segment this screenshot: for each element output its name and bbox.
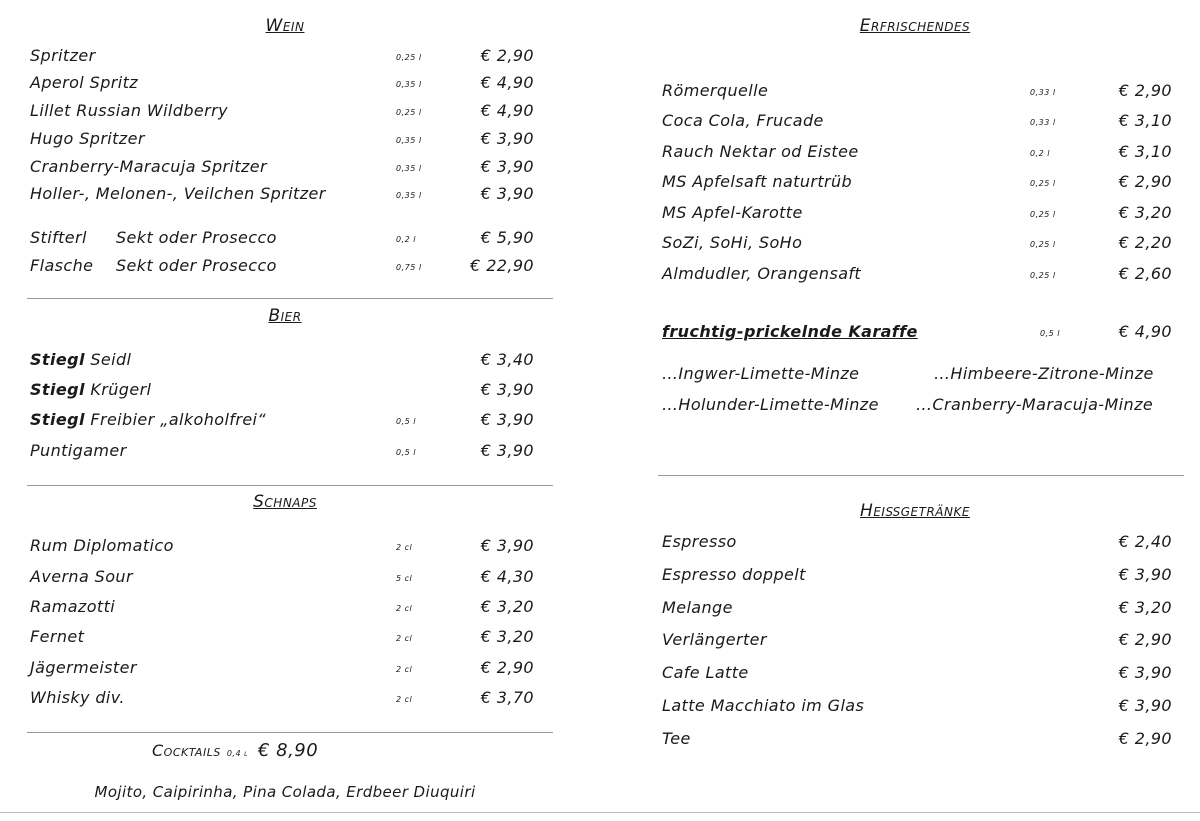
item-quantity: 0,5 l [396,417,416,426]
item-quantity: 0,35 l [396,164,422,173]
item-name: Rum Diplomatico [30,536,174,555]
menu-item [630,696,1200,720]
menu-item [630,233,1200,257]
item-price: € 3,20 [1118,598,1172,617]
item-name: Ramazotti [30,597,116,616]
item-quantity: 0,25 l [1030,179,1056,188]
karaffe-flavor: …Himbeere-Zitrone-Minze [934,364,1154,383]
item-price: € 3,40 [480,350,534,369]
menu-item [630,111,1200,135]
item-name: Puntigamer [30,441,127,460]
item-name: SoZi, SoHi, SoHo [662,233,803,252]
item-description: Seidl [90,350,132,369]
item-price: € 3,20 [1118,203,1172,222]
item-price: € 2,90 [480,658,534,677]
item-name: Verlängerter [662,630,767,649]
item-price: € 3,10 [1118,111,1172,130]
item-quantity: 0,25 l [1030,210,1056,219]
item-name: Almdudler, Orangensaft [662,264,862,283]
karaffe-item [630,322,1200,346]
cocktails-price: € 8,90 [257,740,319,761]
item-quantity: 0,25 l [1030,271,1056,280]
item-name: Cranberry-Maracuja Spritzer [30,157,268,176]
menu-item [0,658,570,682]
item-name [30,380,151,399]
section-title-erfrischendes: Erfrischendes [859,16,971,36]
item-description: Freibier „alkoholfrei“ [90,410,267,429]
item-price: € 3,90 [480,380,534,399]
karaffe-flavor: …Ingwer-Limette-Minze [662,364,860,383]
section-title-bier: Bier [268,306,302,326]
menu-item [0,380,570,404]
menu-item [630,663,1200,687]
item-name: Espresso [662,532,737,551]
karaffe-flavor: …Cranberry-Maracuja-Minze [916,395,1154,414]
item-name: Espresso doppelt [662,565,806,584]
item-name: Coca Cola, Frucade [662,111,824,130]
item-description: Sekt oder Prosecco [116,256,277,275]
cocktails-header [152,740,318,761]
item-price: € 3,90 [480,184,534,203]
menu-item [630,630,1200,654]
menu-item [0,350,570,374]
item-quantity: 0,35 l [396,191,422,200]
item-quantity: 0,25 l [396,53,422,62]
menu-item [0,101,570,125]
item-price: € 3,90 [480,441,534,460]
item-description: Krügerl [90,380,152,399]
menu-item [0,256,570,280]
item-name: Hugo Spritzer [30,129,145,148]
item-price: € 3,90 [480,536,534,555]
item-name: MS Apfel-Karotte [662,203,803,222]
menu-item [0,129,570,153]
divider [27,485,553,486]
item-brand: Stiegl [30,380,85,399]
karaffe-flavor: …Holunder-Limette-Minze [662,395,879,414]
section-title-schnaps: Schnaps [253,492,317,512]
item-name: Tee [662,729,691,748]
item-price: € 5,90 [480,228,534,247]
menu-item [0,46,570,70]
item-price: € 2,90 [480,46,534,65]
item-price: € 4,90 [1118,322,1172,341]
item-quantity: 2 cl [396,634,413,643]
item-name: Spritzer [30,46,96,65]
bottom-divider [0,812,1200,813]
menu-item [0,441,570,465]
item-price: € 2,90 [1118,729,1172,748]
item-quantity: 0,35 l [396,80,422,89]
item-name: fruchtig-prickelnde Karaffe [662,322,918,341]
item-name: Latte Macchiato im Glas [662,696,865,715]
menu-item [630,142,1200,166]
item-description: Sekt oder Prosecco [116,228,277,247]
item-price: € 2,60 [1118,264,1172,283]
item-name: Averna Sour [30,567,133,586]
item-price: € 4,90 [480,101,534,120]
item-name: Lillet Russian Wildberry [30,101,228,120]
divider [27,298,553,299]
item-label: Stifterl [30,228,87,247]
menu-item [630,81,1200,105]
item-name: Aperol Spritz [30,73,139,92]
item-name: MS Apfelsaft naturtrüb [662,172,853,191]
menu-item [630,203,1200,227]
item-price: € 3,90 [480,157,534,176]
menu-item [0,597,570,621]
item-quantity: 0,2 l [1030,149,1050,158]
menu-item [630,264,1200,288]
item-quantity: 0,5 l [1040,329,1060,338]
menu-item [0,410,570,434]
item-name [30,350,131,369]
item-price: € 2,90 [1118,81,1172,100]
item-quantity: 0,35 l [396,136,422,145]
item-price: € 3,20 [480,597,534,616]
menu-item [630,729,1200,753]
item-price: € 3,90 [1118,696,1172,715]
item-quantity: 2 cl [396,543,413,552]
item-price: € 3,90 [480,410,534,429]
section-title-heissgetraenke: Heißgetränke [860,501,970,521]
menu-item [630,172,1200,196]
cocktails-list: Mojito, Caipirinha, Pina Colada, Erdbeer Diuquiri [94,783,476,801]
item-name: Fernet [30,627,85,646]
item-price: € 3,10 [1118,142,1172,161]
item-quantity: 0,5 l [396,448,416,457]
item-price: € 3,90 [1118,663,1172,682]
menu-item [0,567,570,591]
item-name [30,256,277,275]
menu-item [0,73,570,97]
item-name: Whisky div. [30,688,125,707]
item-label: Flasche [30,256,94,275]
item-quantity: 2 cl [396,604,413,613]
item-price: € 3,90 [1118,565,1172,584]
section-title-cocktails: Cocktails [152,741,221,760]
item-price: € 3,70 [480,688,534,707]
menu-item [630,598,1200,622]
item-brand: Stiegl [30,350,85,369]
item-quantity: 2 cl [396,665,413,674]
item-price: € 3,90 [480,129,534,148]
menu-item [0,627,570,651]
item-quantity: 0,25 l [396,108,422,117]
cocktails-quantity: 0,4 l [226,749,248,758]
item-brand: Stiegl [30,410,85,429]
item-quantity: 0,33 l [1030,118,1056,127]
menu-item [630,565,1200,589]
item-price: € 4,30 [480,567,534,586]
item-price: € 2,90 [1118,172,1172,191]
item-price: € 3,20 [480,627,534,646]
item-quantity: 0,25 l [1030,240,1056,249]
menu-item [0,688,570,712]
menu-item [0,184,570,208]
item-quantity: 2 cl [396,695,413,704]
item-name: Melange [662,598,733,617]
item-name: Römerquelle [662,81,769,100]
item-quantity: 5 cl [396,574,413,583]
item-name: Rauch Nektar od Eistee [662,142,859,161]
item-name: Holler-, Melonen-, Veilchen Spritzer [30,184,326,203]
item-name: Cafe Latte [662,663,749,682]
menu-item [0,157,570,181]
item-price: € 2,40 [1118,532,1172,551]
menu-item [630,532,1200,556]
item-quantity: 0,33 l [1030,88,1056,97]
item-name [30,228,277,247]
divider [658,475,1184,476]
item-name: Jägermeister [30,658,137,677]
item-name [30,410,266,429]
menu-item [0,536,570,560]
menu-item [0,228,570,252]
item-price: € 2,90 [1118,630,1172,649]
item-price: € 4,90 [480,73,534,92]
item-price: € 22,90 [470,256,534,275]
item-quantity: 0,75 l [396,263,422,272]
item-quantity: 0,2 l [396,235,416,244]
item-price: € 2,20 [1118,233,1172,252]
divider [27,732,553,733]
section-title-wein: Wein [265,16,305,36]
